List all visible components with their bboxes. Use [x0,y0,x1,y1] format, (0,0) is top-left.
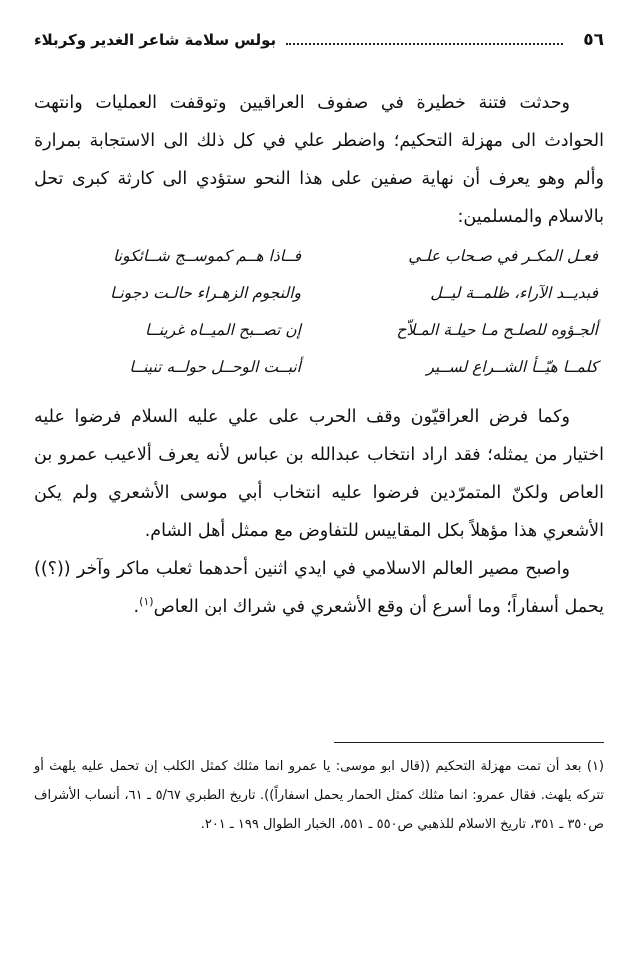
running-title: بولس سلامة شاعر الغدير وكربلاء [34,31,277,49]
footnote [34,752,604,839]
main-text [34,84,604,626]
poem-verses [34,238,604,386]
footnote-text: (١) بعد أن تمت مهزلة التحكيم ((قال ابو موسى: يا عمرو انما مثلك كمثل الكلب إن تحمل عليه يلهث أو تتركه يلهث. فقال عمرو: انما مثلك كمثل الحمار يحمل اسفاراً)). تاريخ الطبري ٥/٦٧ ـ ٦١، أنساب الأشراف ص٣٥٠ ـ ٣٥١، تاريخ الاسلام للذهبي ص٥٥٠ ـ ٥٥١، الخبار الطوال ١٩٩ ـ ٢٠١. [34,759,604,832]
page-number: ٥٦ [583,30,604,50]
footnote-reference: (١) [139,595,154,609]
paragraph-2: وكما فرض العراقيّون وقف الحرب على علي عليه السلام فرضوا عليه اختيار من يمثله؛ فقد اراد انتخاب عبدالله بن عباس لأنه يعرف ألاعيب عمرو بن العاص ولكنّ المتمرّدين فرضوا عليه انتخاب أبي موسى الأشعري ولم يكن الأشعري هذا مؤهلاً بكل المقاييس للتفاوض مع ممثل أهل الشام. [34,407,604,541]
verse-2-first-hemistich: فبديــد الآراء، ظلمــة ليــل [430,284,598,302]
paragraph-1: وحدثت فتنة خطيرة في صفوف العراقيين وتوقفت العمليات وانتهت الحوادث الى مهزلة التحكيم؛ واضطر علي في كل ذلك الى الاستجابة بمرارة وألم وهو يعرف أن نهاية صفين على هذا النحو ستؤدي الى كارثة كبرى تحل بالاسلام والمسلمين: [34,93,604,227]
verse-2-second-hemistich: والنجوم الزهـراء حالـت دجونـا [110,284,301,302]
verse-3-first-hemistich: ألجـؤوه للصلـح مـا حيلـة المـلاّح [396,321,598,339]
paragraph-3-text: واصبح مصير العالم الاسلامي في ايدي اثنين أحدهما ثعلب ماكر وآخر ((؟)) يحمل أسفاراً؛ وما أسرع أن وقع الأشعري في شراك ابن العاص [34,559,604,617]
paragraph-3-end: . [133,597,140,617]
header-dotted-leader [286,43,563,45]
paragraph-3 [34,550,604,626]
verse-3-second-hemistich: إن تصــبح الميــاه غرينــا [144,321,301,339]
footnote-divider [334,742,604,743]
page-header [34,28,604,52]
verse-4-second-hemistich: أنبــت الوحــل حولــه تنينــا [129,358,301,376]
verse-1-second-hemistich: فــاذا هــم كموســج شــائكونا [113,247,301,265]
verse-4-first-hemistich: كلمــا هيّــأ الشــراع لســير [426,358,598,376]
verse-1-first-hemistich: فعـل المكـر في صـحاب علـي [408,247,598,265]
